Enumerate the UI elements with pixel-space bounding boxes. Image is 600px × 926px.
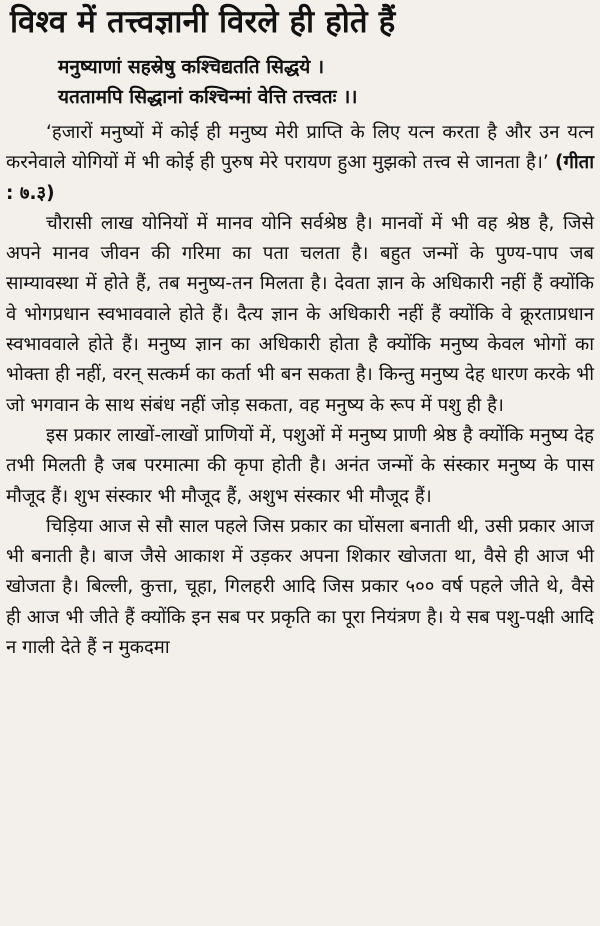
- translation-text: ‘हजारों मनुष्यों में कोई ही मनुष्य मेरी प्राप्ति के लिए यत्न करता है और उन यत्न करनेवाले योगियों में भी कोई ही पुरुष मेरे परायण हुआ मुझको तत्त्व से जानता है।’: [6, 122, 594, 174]
- body-paragraph-3: चिड़िया आज से सौ साल पहले जिस प्रकार का घोंसला बनाती थी, उसी प्रकार आज भी बनाती है। बाज जैसे आकाश में उड़कर अपना शिकार खोजता था, वैसे ही आज भी खोजता है। बिल्ली, कुत्ता, चूहा, गिलहरी आदि जिस प्रकार ५०० वर्ष पहले जीते थे, वैसे ही आज भी जीते हैं क्योंकि इन सब पर प्रकृति का पूरा नियंत्रण है। ये सब पशु-पक्षी आदि न गाली देते हैं न मुकदमा: [6, 515, 594, 659]
- body-paragraph-1: चौरासी लाख योनियों में मानव योनि सर्वश्रेष्ठ है। मानवों में भी वह श्रेष्ठ है, जिसे अपने मानव जीवन की गरिमा का पता चलता है। बहुत जन्मों के पुण्य-पाप जब साम्यावस्था में होते हैं, तब मनुष्य-तन मिलता है। देवता ज्ञान के अधिकारी नहीं हैं क्योंकि वे भोगप्रधान स्वभाववाले होते हैं। दैत्य ज्ञान के अधिकारी नहीं हैं क्योंकि वे क्रूरताप्रधान स्वभाववाले होते हैं। मनुष्य ज्ञान का अधिकारी होता है क्योंकि मनुष्य केवल भोगों का भोक्ता ही नहीं, वरन् सत्कर्म का कर्ता भी बन सकता है। किन्तु मनुष्य देह धारण करके भी जो भगवान के साथ संबंध नहीं जोड़ सकता, वह मनुष्य के रूप में पशु ही है।: [6, 212, 594, 416]
- body-paragraph-2: इस प्रकार लाखों-लाखों प्राणियों में, पशुओं में मनुष्य प्राणी श्रेष्ठ है क्योंकि मनुष्य देह तभी मिलती है जब परमात्मा की कृपा होती है। अनंत जन्मों के संस्कार मनुष्य के पास मौजूद हैं। शुभ संस्कार भी मौजूद हैं, अशुभ संस्कार भी मौजूद हैं।: [6, 424, 594, 507]
- verse-translation: [6, 118, 594, 209]
- sanskrit-verse: [6, 52, 594, 112]
- gita-reference: (गीता : ७.३): [6, 152, 594, 204]
- page-title: विश्व में तत्त्वज्ञानी विरले ही होते हैं: [10, 4, 396, 40]
- verse-line-2: यततामपि सिद्धानां कश्चिन्मां वेत्ति तत्त्वतः ।।: [58, 86, 358, 108]
- verse-line-1: मनुष्याणां सहस्रेषु कश्चिद्यतति सिद्धये ।: [58, 56, 325, 78]
